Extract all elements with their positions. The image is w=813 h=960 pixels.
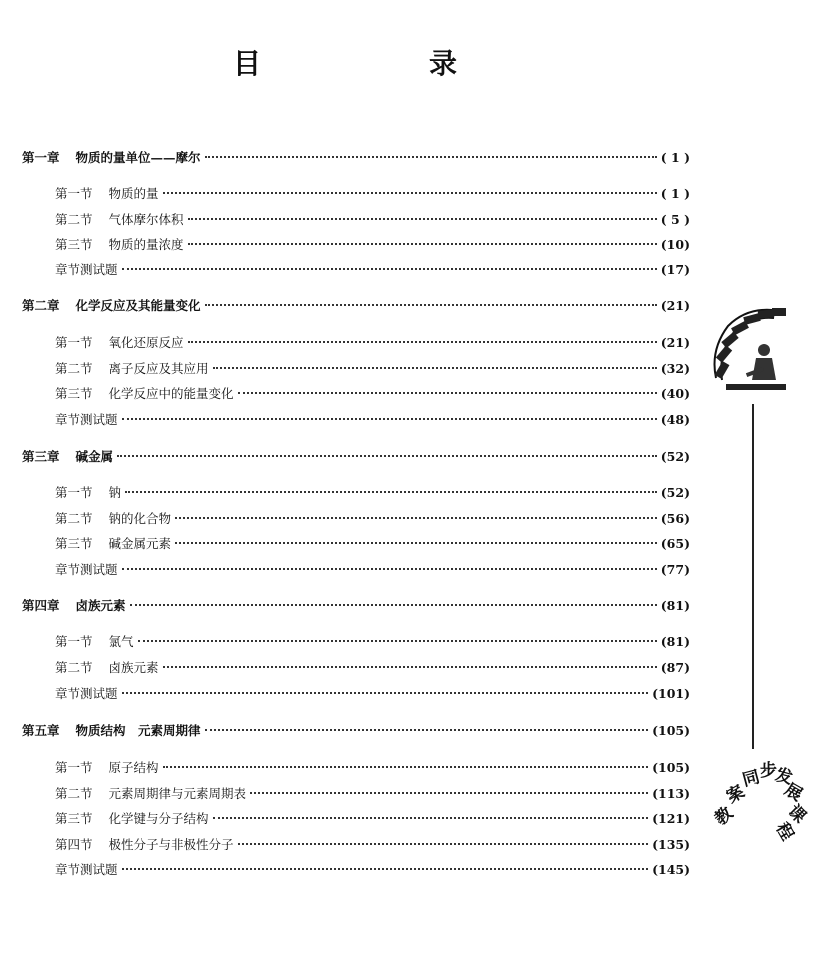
- section-number: 第二节: [55, 212, 93, 227]
- series-logo-char: 程: [771, 819, 798, 845]
- dot-leader: [122, 868, 649, 870]
- section-number: 第三节: [55, 536, 93, 551]
- series-logo-char: 案: [723, 781, 749, 808]
- dot-leader: [238, 392, 657, 394]
- toc-chapter-row[interactable]: [22, 449, 690, 465]
- section-number: 第一节: [55, 760, 93, 775]
- section-number: 第一节: [55, 335, 93, 350]
- page-number: (21): [660, 298, 690, 313]
- chapter-number: 第五章: [22, 723, 60, 738]
- toc-section-row[interactable]: [55, 237, 690, 253]
- toc-chapter-row[interactable]: [22, 298, 690, 314]
- toc-section-row[interactable]: [55, 485, 690, 501]
- series-logo-char: 步: [760, 761, 777, 781]
- page-number: (56): [660, 511, 690, 526]
- section-number: 第一节: [55, 634, 93, 649]
- toc-section-row[interactable]: [55, 262, 690, 278]
- section-title: 章节测试题: [55, 412, 118, 427]
- toc-section-row[interactable]: [55, 862, 690, 878]
- page-number: (105): [652, 760, 690, 775]
- page-number: (121): [652, 811, 690, 826]
- section-number: 第三节: [55, 811, 93, 826]
- section-title: 气体摩尔体积: [108, 212, 184, 227]
- book-stack-reader-icon: [706, 300, 798, 400]
- page-number: (77): [660, 562, 690, 577]
- page-number: (52): [660, 485, 690, 500]
- page-number: (48): [660, 412, 690, 427]
- section-title: 离子反应及其应用: [108, 361, 209, 376]
- section-title: 化学反应中的能量变化: [108, 386, 234, 401]
- page-number: ( 5 ): [660, 212, 690, 227]
- section-title: 元素周期律与元素周期表: [108, 786, 247, 801]
- section-number: 第四节: [55, 837, 93, 852]
- section-title: 章节测试题: [55, 262, 118, 277]
- dot-leader: [122, 268, 657, 270]
- toc-section-row[interactable]: [55, 412, 690, 428]
- dot-leader: [175, 542, 657, 544]
- page-number: (40): [660, 386, 690, 401]
- section-title: 物质的量浓度: [108, 237, 184, 252]
- toc-section-row[interactable]: [55, 335, 690, 351]
- dot-leader: [125, 491, 657, 493]
- section-title: 物质的量: [108, 186, 159, 201]
- dot-leader: [122, 568, 657, 570]
- series-logo: [711, 752, 810, 856]
- page-number: (65): [660, 536, 690, 551]
- toc-chapter-row[interactable]: [22, 723, 690, 739]
- page-number: (10): [660, 237, 690, 252]
- section-number: 第二节: [55, 361, 93, 376]
- toc-section-row[interactable]: [55, 212, 690, 228]
- section-number: 第二节: [55, 511, 93, 526]
- toc-section-row[interactable]: [55, 760, 690, 776]
- page-number: (21): [660, 335, 690, 350]
- chapter-number: 第一章: [22, 150, 60, 165]
- page-number: (52): [660, 449, 690, 464]
- series-logo-char: 发: [773, 765, 795, 789]
- dot-leader: [188, 341, 657, 343]
- toc-section-row[interactable]: [55, 786, 690, 802]
- section-title: 极性分子与非极性分子: [108, 837, 234, 852]
- chapter-number: 第三章: [22, 449, 60, 464]
- side-divider-line: [752, 404, 754, 749]
- dot-leader: [138, 640, 657, 642]
- section-title: 原子结构: [108, 760, 159, 775]
- page-number: (145): [652, 862, 690, 877]
- dot-leader: [238, 843, 649, 845]
- section-number: 第三节: [55, 237, 93, 252]
- page-number: (105): [652, 723, 690, 738]
- dot-leader: [175, 517, 657, 519]
- page-number: (101): [652, 686, 690, 701]
- section-number: 第一节: [55, 186, 93, 201]
- series-logo-char: 教: [711, 803, 738, 830]
- toc-section-row[interactable]: [55, 386, 690, 402]
- page-number: (32): [660, 361, 690, 376]
- dot-leader: [163, 666, 657, 668]
- chapter-title: 化学反应及其能量变化: [75, 298, 201, 313]
- series-logo-char: 课: [783, 801, 810, 828]
- section-number: 第一节: [55, 485, 93, 500]
- dot-leader: [163, 766, 649, 768]
- section-title: 章节测试题: [55, 686, 118, 701]
- page-number: (87): [660, 660, 690, 675]
- toc-section-row[interactable]: [55, 837, 690, 853]
- toc-chapter-row[interactable]: [22, 150, 690, 166]
- chapter-title: 碱金属: [75, 449, 114, 464]
- page-number: (81): [660, 598, 690, 613]
- dot-leader: [205, 304, 657, 306]
- page-number: ( 1 ): [660, 150, 690, 165]
- page-number: (113): [652, 786, 690, 801]
- toc-section-row[interactable]: [55, 634, 690, 650]
- toc-section-row[interactable]: [55, 536, 690, 552]
- page-title: 目 录: [232, 47, 527, 80]
- page-number: (17): [660, 262, 690, 277]
- section-number: 第三节: [55, 386, 93, 401]
- section-title: 钠的化合物: [108, 511, 172, 526]
- chapter-title: 物质结构 元素周期律: [75, 723, 201, 738]
- page-number: (135): [652, 837, 690, 852]
- dot-leader: [188, 218, 657, 220]
- section-number: 第二节: [55, 660, 93, 675]
- series-logo-char: 展: [780, 779, 806, 806]
- section-title: 章节测试题: [55, 862, 118, 877]
- dot-leader: [205, 156, 657, 158]
- chapter-number: 第四章: [22, 598, 60, 613]
- chapter-title: 卤族元素: [75, 598, 126, 613]
- dot-leader: [130, 604, 657, 606]
- chapter-number: 第二章: [22, 298, 60, 313]
- dot-leader: [213, 817, 649, 819]
- dot-leader: [122, 418, 657, 420]
- dot-leader: [213, 367, 657, 369]
- dot-leader: [188, 243, 657, 245]
- dot-leader: [117, 455, 657, 457]
- section-title: 卤族元素: [108, 660, 159, 675]
- section-title: 碱金属元素: [108, 536, 172, 551]
- chapter-title: 物质的量单位——摩尔: [75, 150, 201, 165]
- toc-section-row[interactable]: [55, 562, 690, 578]
- toc-section-row[interactable]: [55, 660, 690, 676]
- dot-leader: [163, 192, 657, 194]
- section-title: 章节测试题: [55, 562, 118, 577]
- page-number: ( 1 ): [660, 186, 690, 201]
- section-title: 氯气: [108, 634, 134, 649]
- section-title: 氧化还原反应: [108, 335, 184, 350]
- dot-leader: [250, 792, 648, 794]
- page-number: (81): [660, 634, 690, 649]
- toc-section-row[interactable]: [55, 186, 690, 202]
- toc-section-row[interactable]: [55, 511, 690, 527]
- toc-section-row[interactable]: [55, 686, 690, 702]
- series-logo-char: 同: [740, 767, 762, 791]
- section-title: 钠: [108, 485, 122, 500]
- toc-section-row[interactable]: [55, 361, 690, 377]
- dot-leader: [205, 729, 649, 731]
- toc-chapter-row[interactable]: [22, 598, 690, 614]
- section-number: 第二节: [55, 786, 93, 801]
- toc-section-row[interactable]: [55, 811, 690, 827]
- section-title: 化学键与分子结构: [108, 811, 209, 826]
- dot-leader: [122, 692, 649, 694]
